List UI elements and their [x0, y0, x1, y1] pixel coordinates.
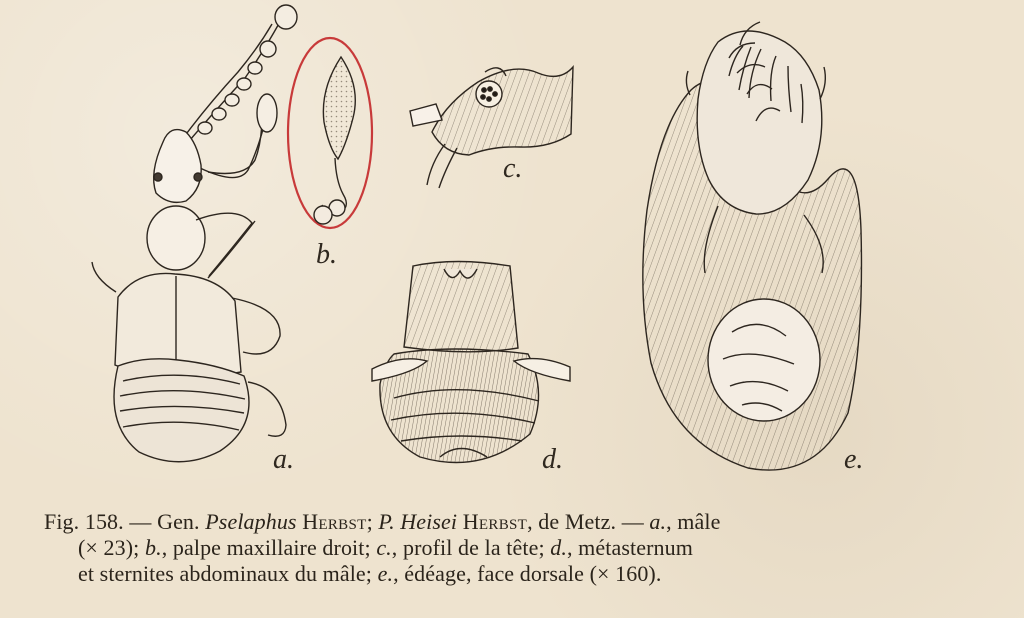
- figure-caption: [44, 509, 964, 587]
- caption-line-3: [44, 561, 964, 587]
- caption-a-desc: , mâle: [666, 509, 721, 534]
- drawing-b-maxillary-palp: [288, 38, 372, 228]
- caption-author-1: Herbst: [302, 509, 367, 534]
- caption-c-desc: , profil de la tête;: [391, 535, 545, 560]
- caption-sep-1: ;: [133, 535, 140, 560]
- drawing-a-male-beetle: [92, 5, 297, 462]
- caption-fig-number: Fig. 158.: [44, 509, 124, 534]
- caption-gen-prefix: Gen.: [157, 509, 200, 534]
- caption-author-2: Herbst: [462, 509, 528, 534]
- drawing-e-aedeagus: [643, 22, 862, 470]
- drawing-d-metasternum: [372, 262, 570, 463]
- drawing-c-head-profile: [410, 67, 573, 188]
- caption-d-ref: d.: [550, 535, 567, 560]
- caption-mag-a: (× 23): [78, 535, 134, 560]
- label-e: e.: [844, 444, 864, 475]
- caption-semicolon-1: ;: [366, 509, 373, 534]
- caption-c-ref: c.: [376, 535, 392, 560]
- label-a: a.: [273, 444, 294, 475]
- caption-e-ref: e.: [377, 561, 394, 586]
- label-c: c.: [503, 153, 523, 184]
- caption-b-desc: , palpe maxillaire droit;: [161, 535, 371, 560]
- caption-b-ref: b.: [145, 535, 162, 560]
- caption-d-cont: et sternites abdominaux du mâle;: [78, 561, 373, 586]
- caption-species: P. Heisei: [378, 509, 458, 534]
- caption-d-desc: , métasternum: [566, 535, 693, 560]
- caption-e-desc: , édéage, face dorsale (× 160).: [393, 561, 662, 586]
- label-b: b.: [316, 239, 337, 270]
- caption-line-2: [44, 535, 964, 561]
- caption-location: , de Metz.: [527, 509, 617, 534]
- caption-line-1: [44, 509, 964, 535]
- caption-dash-1: —: [129, 509, 152, 534]
- caption-a-ref: a.: [649, 509, 667, 534]
- caption-genus: Pselaphus: [205, 509, 297, 534]
- caption-dash-2: —: [621, 509, 644, 534]
- label-d: d.: [542, 444, 563, 475]
